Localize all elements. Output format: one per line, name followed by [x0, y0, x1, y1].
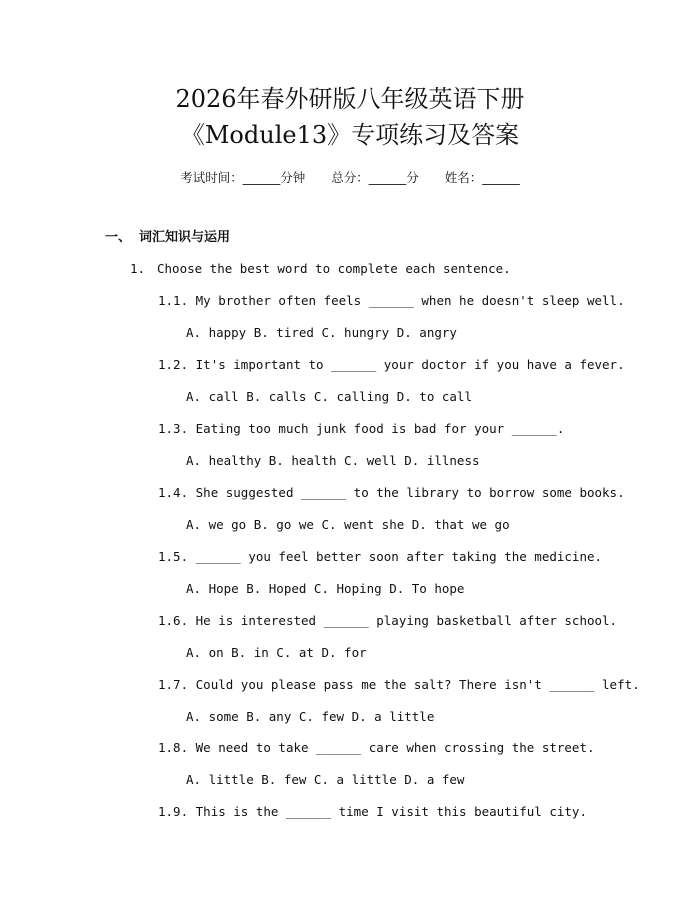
question-text: He is interested ______ playing basketball after school.	[195, 613, 618, 628]
exam-time-field: 考试时间：______分钟	[180, 170, 306, 185]
question-number: 1.7.	[158, 677, 189, 692]
instruction-number: 1.	[130, 261, 146, 276]
question-text: She suggested ______ to the library to borrow some books.	[195, 485, 625, 500]
question-1-1	[158, 292, 625, 310]
section-heading	[105, 229, 230, 247]
question-1-5-options: A. Hope B. Hoped C. Hoping D. To hope	[186, 581, 465, 596]
question-1-8-options: A. little B. few C. a little D. a few	[186, 772, 465, 787]
question-number: 1.5.	[158, 549, 189, 564]
page-subtitle: 《Module13》专项练习及答案	[180, 121, 520, 149]
question-1-9	[158, 803, 587, 821]
question-text: ______ you feel better soon after taking the medicine.	[195, 549, 603, 564]
question-number: 1.9.	[158, 804, 189, 819]
question-1-2-options: A. call B. calls C. calling D. to call	[186, 389, 472, 404]
exam-info	[0, 169, 700, 187]
question-text: This is the ______ time I visit this beautiful city.	[195, 804, 587, 819]
question-text: We need to take ______ care when crossing the street.	[195, 740, 595, 755]
student-name-field: 姓名：______	[444, 170, 520, 185]
section-title: 词汇知识与运用	[139, 230, 231, 245]
question-1-1-options: A. happy B. tired C. hungry D. angry	[186, 325, 457, 340]
question-text: My brother often feels ______ when he doesn't sleep well.	[195, 293, 625, 308]
question-1-2	[158, 356, 625, 374]
question-text: It's important to ______ your doctor if you have a fever.	[195, 357, 625, 372]
question-1-6-options: A. on B. in C. at D. for	[186, 645, 367, 660]
question-number: 1.6.	[158, 613, 189, 628]
question-1-5	[158, 548, 602, 566]
total-score-field: 总分：______分	[331, 170, 419, 185]
question-1-3-options: A. healthy B. health C. well D. illness	[186, 453, 480, 468]
question-number: 1.1.	[158, 293, 189, 308]
instruction-text: Choose the best word to complete each sentence.	[157, 261, 511, 276]
question-1-7	[158, 676, 640, 694]
page-title: 2026年春外研版八年级英语下册	[175, 85, 525, 113]
instruction	[130, 260, 511, 278]
question-1-3	[158, 420, 564, 438]
section-number: 一、	[105, 230, 132, 245]
question-number: 1.8.	[158, 740, 189, 755]
question-number: 1.4.	[158, 485, 189, 500]
question-text: Could you please pass me the salt? There isn't ______ left.	[195, 677, 640, 692]
question-1-8	[158, 739, 595, 757]
question-1-7-options: A. some B. any C. few D. a little	[186, 709, 435, 724]
question-1-6	[158, 612, 617, 630]
question-number: 1.2.	[158, 357, 189, 372]
question-text: Eating too much junk food is bad for your ______.	[195, 421, 565, 436]
question-1-4-options: A. we go B. go we C. went she D. that we go	[186, 517, 510, 532]
question-1-4	[158, 484, 625, 502]
question-number: 1.3.	[158, 421, 189, 436]
